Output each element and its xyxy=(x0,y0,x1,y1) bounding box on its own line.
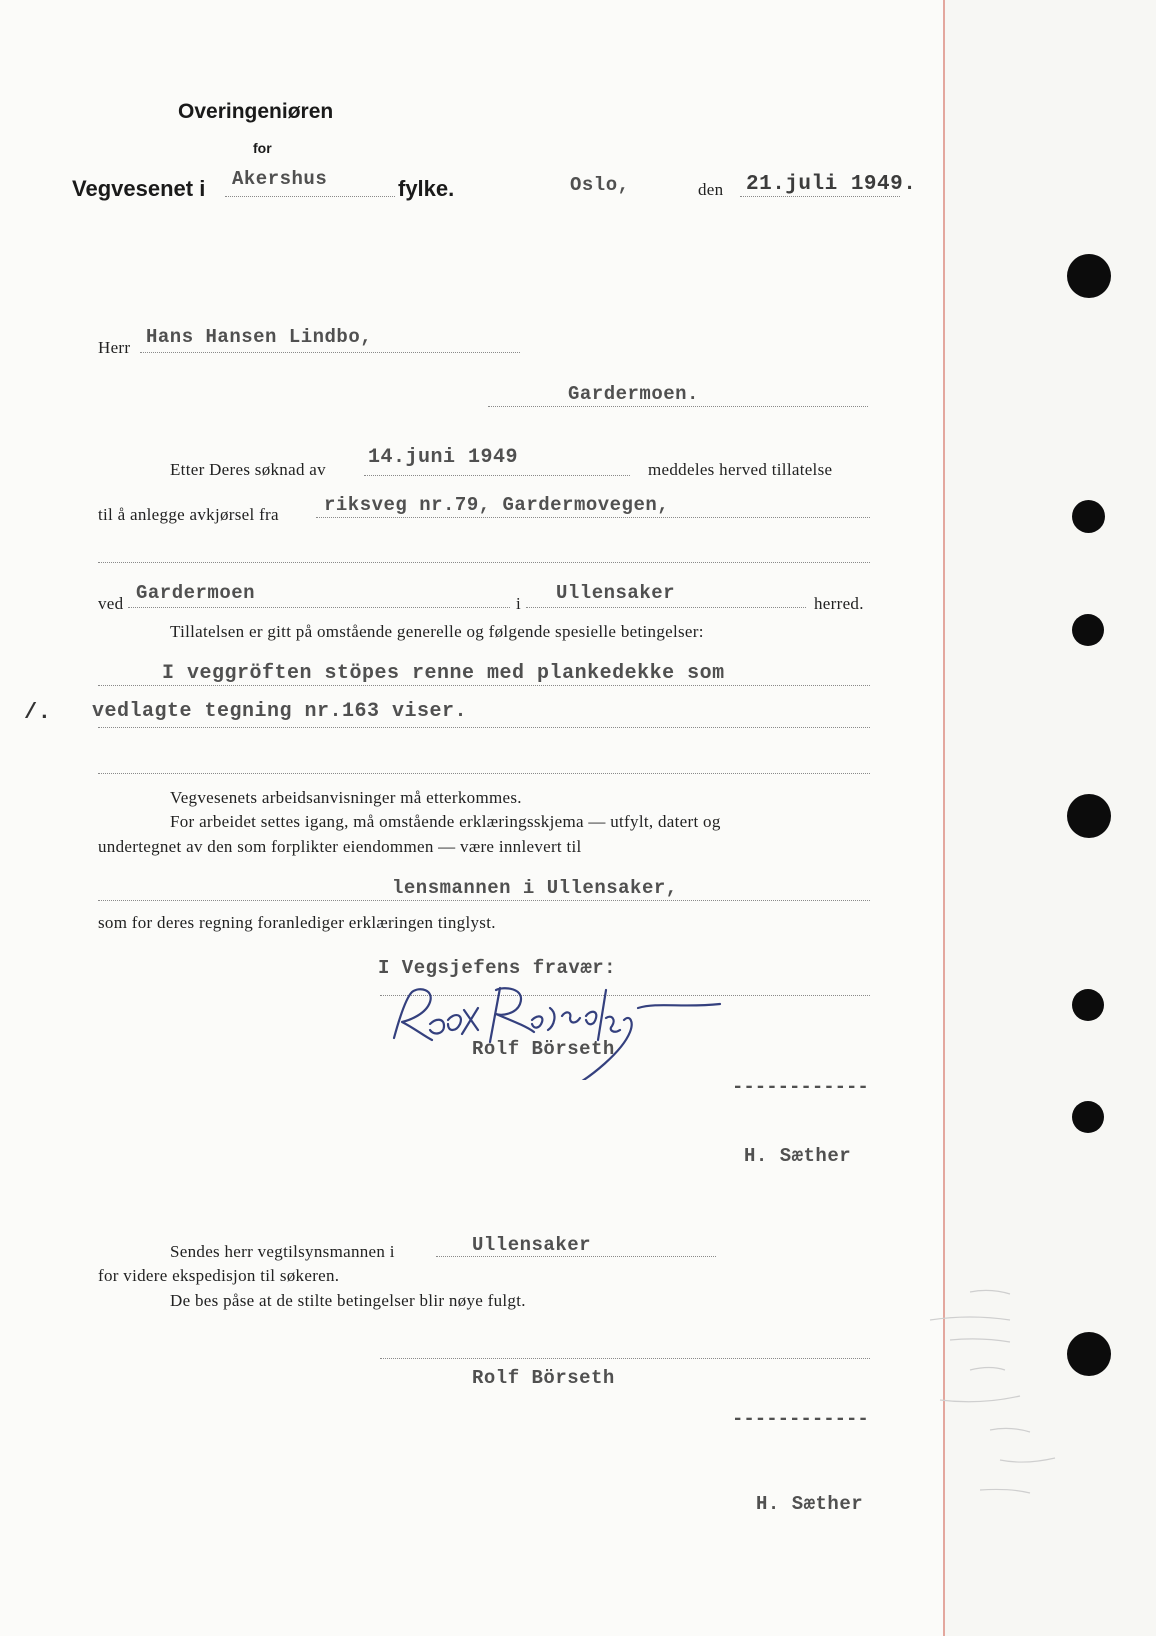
county-field-line xyxy=(225,196,395,197)
submit-to-value: lensmannen i Ullensaker, xyxy=(392,877,678,899)
condition-line-3-rule xyxy=(98,773,870,774)
binder-hole xyxy=(1067,254,1111,298)
date-field-line xyxy=(740,196,900,197)
recipient-address: Gardermoen. xyxy=(568,383,699,405)
separator-line: ------------ xyxy=(732,1076,869,1098)
i-label: i xyxy=(516,594,522,613)
binder-hole xyxy=(1072,614,1104,646)
address-field-line xyxy=(488,406,868,407)
road-field-line xyxy=(316,517,870,518)
second-signer-2: H. Sæther xyxy=(756,1493,864,1515)
forwarding-line-1: Sendes herr vegtilsynsmannen i xyxy=(170,1242,395,1261)
county-value: Akershus xyxy=(232,168,328,190)
road-line-pre: til å anlegge avkjørsel fra xyxy=(98,505,279,524)
bleed-through-marks xyxy=(910,1280,1090,1540)
submit-to-field-line xyxy=(98,900,870,901)
application-line-post: meddeles herved tillatelse xyxy=(648,460,833,479)
binder-hole xyxy=(1072,989,1104,1021)
blank-field-line xyxy=(98,562,870,563)
second-signer: H. Sæther xyxy=(744,1145,852,1167)
work-instructions: Vegvesenets arbeidsanvisninger må etterkommes. xyxy=(170,788,522,807)
para2-line-2: undertegnet av den som forplikter eiendommen — være innlevert til xyxy=(98,837,582,856)
margin-mark: /. xyxy=(24,700,52,725)
application-line-pre: Etter Deres søknad av xyxy=(170,460,326,479)
road-value: riksveg nr.79, Gardermovegen, xyxy=(324,494,670,516)
condition-line-2: vedlagte tegning nr.163 viser. xyxy=(92,700,468,723)
name-field-line xyxy=(140,352,520,353)
recipient-name: Hans Hansen Lindbo, xyxy=(146,326,373,348)
typed-signer-name-2: Rolf Börseth xyxy=(472,1367,615,1389)
den-label: den xyxy=(698,180,724,199)
district-value: Ullensaker xyxy=(556,582,676,604)
signature-2-line xyxy=(380,1358,870,1359)
para2-line-1: For arbeidet settes igang, må omstående erklæringsskjema — utfylt, datert og xyxy=(170,812,721,831)
condition-line-1-rule xyxy=(98,685,870,686)
condition-line-2-rule xyxy=(98,727,870,728)
application-date-line xyxy=(364,475,630,476)
para2-line-3: som for deres regning foranlediger erklæringen tinglyst. xyxy=(98,913,496,932)
place-value: Oslo, xyxy=(570,174,630,196)
binder-hole xyxy=(1072,1101,1104,1133)
handwritten-signature xyxy=(380,980,760,1080)
for-word: for xyxy=(253,140,272,156)
conditions-intro: Tillatelsen er gitt på omstående generelle og følgende spesielle betingelser: xyxy=(170,622,704,641)
date-value: 21.juli 1949. xyxy=(746,173,917,196)
condition-line-1: I veggröften stöpes renne med plankedekke som xyxy=(162,662,725,685)
forwarding-district-line xyxy=(436,1256,716,1257)
ved-label: ved xyxy=(98,594,124,613)
absence-note: I Vegsjefens fravær: xyxy=(378,957,617,979)
binder-hole xyxy=(1072,500,1105,533)
page-title: Overingeniøren xyxy=(178,100,334,123)
location-value: Gardermoen xyxy=(136,582,256,604)
forwarding-district: Ullensaker xyxy=(472,1234,592,1256)
herred-label: herred. xyxy=(814,594,864,613)
forwarding-line-3: De bes påse at de stilte betingelser blir nøye fulgt. xyxy=(170,1291,526,1310)
location-field-line xyxy=(128,607,510,608)
separator-line-2: ------------ xyxy=(732,1408,869,1430)
forwarding-line-2: for videre ekspedisjon til søkeren. xyxy=(98,1266,340,1285)
herr-label: Herr xyxy=(98,338,131,357)
vegvesenet-label: Vegvesenet i xyxy=(72,176,206,201)
fylke-label: fylke. xyxy=(398,176,455,201)
binder-hole xyxy=(1067,794,1111,838)
district-field-line xyxy=(526,607,806,608)
typed-signer-name: Rolf Börseth xyxy=(472,1038,615,1060)
application-date: 14.juni 1949 xyxy=(368,446,519,469)
